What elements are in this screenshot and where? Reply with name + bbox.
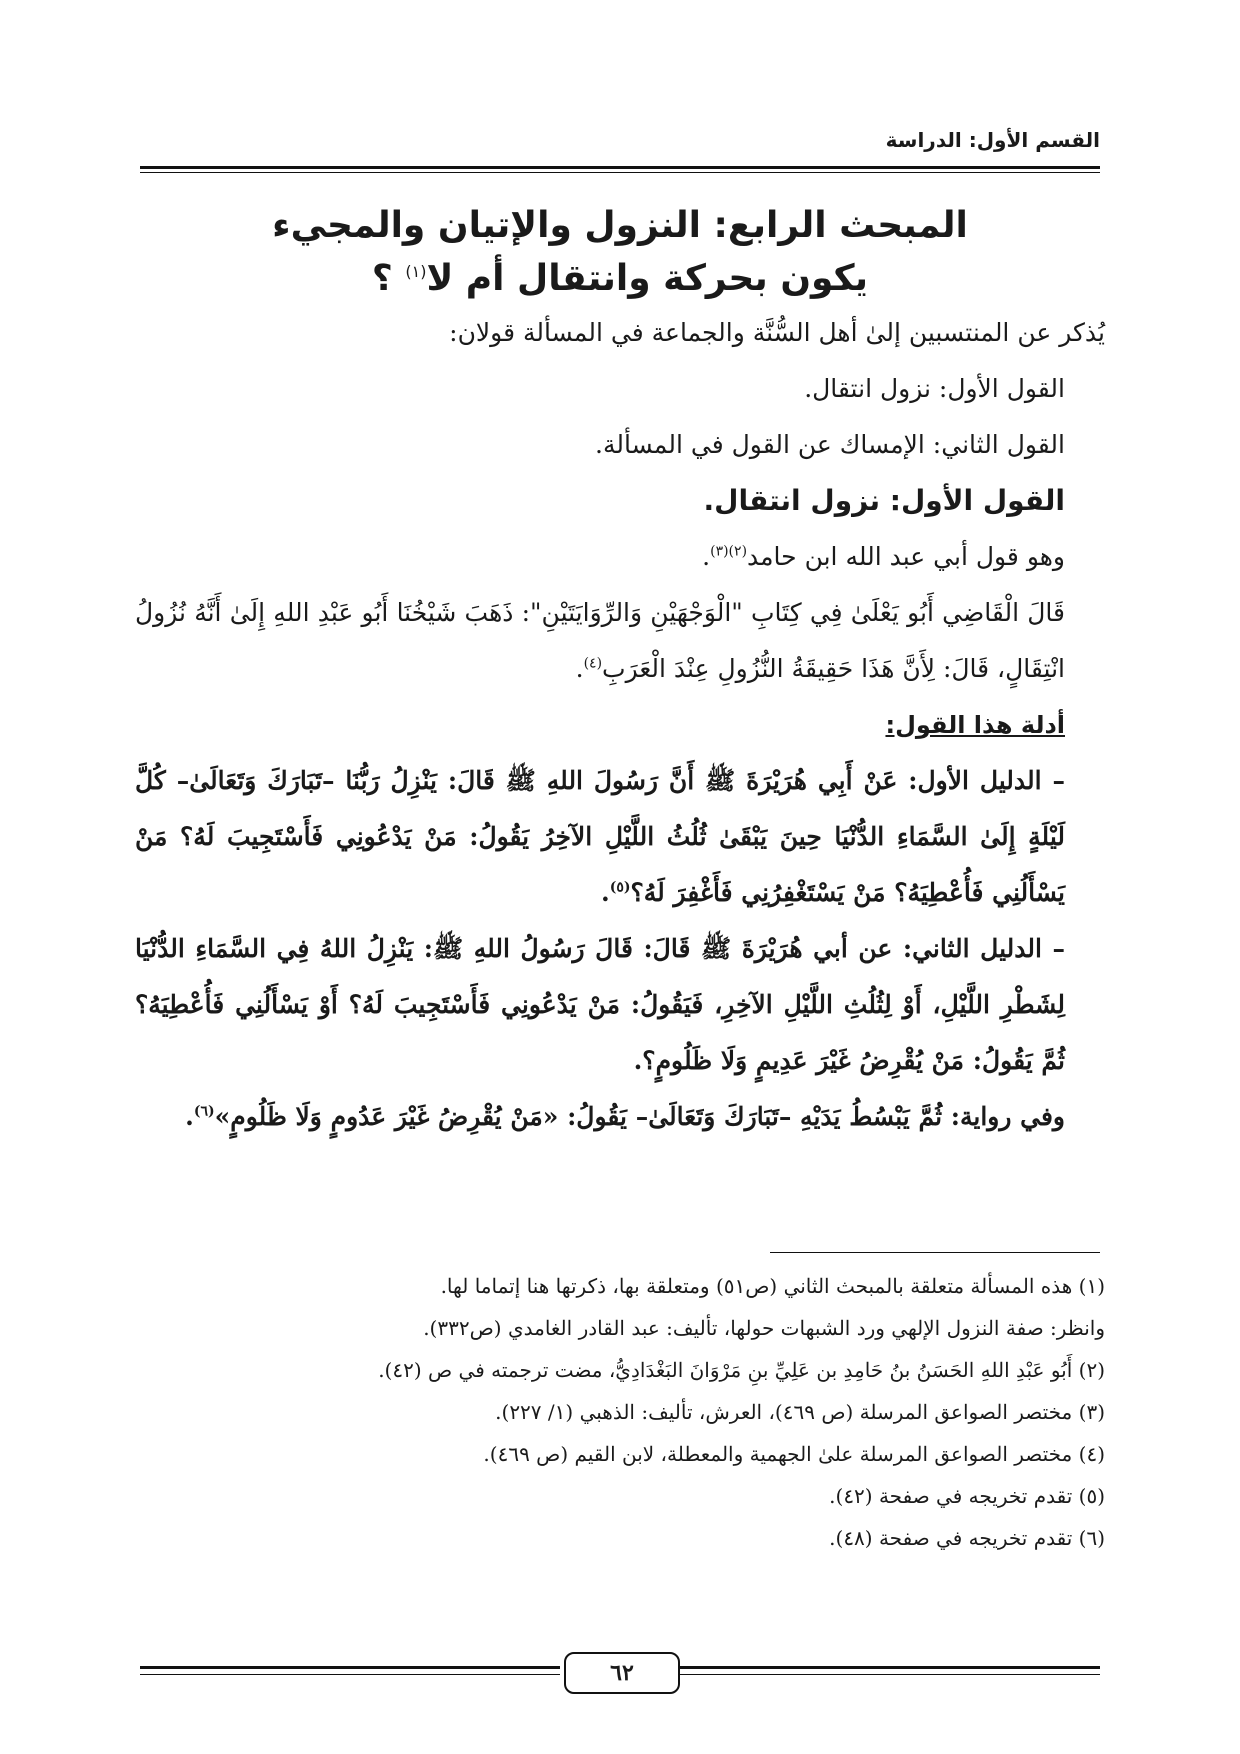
chapter-title-text: يكون بحركة وانتقال أم لا — [426, 258, 869, 299]
evidence-heading: أدلة هذا القول: — [885, 711, 1065, 739]
footnote-6: (٦) تقدم تخريجه في صفحة (٤٨). — [829, 1526, 1105, 1550]
quote-text: قَالَ الْقَاضِي أَبُو يَعْلَىٰ فِي كِتَابِ "الْوَجْهَيْنِ وَالرِّوَايَتَيْنِ": ذَهَبَ شَيْخُنَا أَبُو عَبْدِ اللهِ إِلَىٰ أَنَّهُ نُزُولُ انْتِقَالٍ، قَالَ: لِأَنَّ هَذَا حَقِيقَةُ النُّزُولِ عِنْدَ الْعَرَبِ — [135, 598, 1065, 683]
evidence-narration — [135, 1089, 1105, 1145]
page-number: ٦٢ — [564, 1652, 680, 1694]
sentence-end: . — [185, 1102, 194, 1131]
header-rule-thick — [140, 166, 1100, 169]
footnote-ref[interactable]: (٦) — [193, 1103, 215, 1120]
paragraph-intro: يُذكر عن المنتسبين إلىٰ أهل السُّنَّة والجماعة في المسألة قولان: — [449, 318, 1105, 347]
footnote-ref[interactable]: (٤) — [583, 655, 603, 672]
running-head: القسم الأول: الدراسة — [885, 128, 1100, 152]
hadith-text: – الدليل الأول: عَنْ أَبِي هُرَيْرَةَ ﷺ أَنَّ رَسُولَ اللهِ ﷺ قَالَ: يَنْزِلُ رَبُّنَا –تَبَارَكَ وَتَعَالَىٰ– كُلَّ لَيْلَةٍ إِلَىٰ السَّمَاءِ الدُّنْيَا حِينَ يَبْقَىٰ ثُلُثُ اللَّيْلِ الآخِرُ يَقُولُ: مَنْ يَدْعُونِي فَأَسْتَجِيبَ لَهُ؟ مَنْ يَسْأَلُنِي فَأُعْطِيَهُ؟ مَنْ يَسْتَغْفِرُنِي فَأَغْفِرَ لَهُ؟ — [135, 766, 1065, 907]
chapter-title-line1: المبحث الرابع: النزول والإتيان والمجيء — [272, 205, 968, 246]
paragraph-second-saying: القول الثاني: الإمساك عن القول في المسألة. — [595, 430, 1065, 459]
title-question-mark: ؟ — [371, 258, 406, 299]
footnote-ref[interactable]: (١) — [405, 262, 427, 281]
footnote-1-continued: وانظر: صفة النزول الإلهي ورد الشبهات حولها، تأليف: عبد القادر الغامدي (ص٣٣٢). — [423, 1316, 1105, 1340]
header-rule-thin — [140, 172, 1100, 173]
sentence-end: . — [575, 654, 584, 683]
footnotes — [135, 1265, 1105, 1559]
footnote-ref[interactable]: (٥) — [609, 879, 631, 896]
footnote-ref[interactable]: (٢)(٣) — [710, 543, 748, 560]
footnote-5: (٥) تقدم تخريجه في صفحة (٤٢). — [829, 1484, 1105, 1508]
main-text — [135, 305, 1105, 1145]
footnote-1: (١) هذه المسألة متعلقة بالمبحث الثاني (ص٥١) ومتعلقة بها، ذكرتها هنا إتماما لها. — [440, 1274, 1105, 1298]
sentence-end: . — [601, 878, 610, 907]
attribution-text: وهو قول أبي عبد الله ابن حامد — [747, 542, 1065, 571]
footer-rule-right-thin — [680, 1674, 1100, 1675]
evidence-second: – الدليل الثاني: عن أبي هُرَيْرَةَ ﷺ قَالَ: قَالَ رَسُولُ اللهِ ﷺ: يَنْزِلُ اللهُ فِي السَّمَاءِ الدُّنْيَا لِشَطْرِ اللَّيْلِ، أَوْ لِثُلُثِ اللَّيْلِ الآخِرِ، فَيَقُولُ: مَنْ يَدْعُونِي فَأَسْتَجِيبَ لَهُ؟ أَوْ يَسْأَلُنِي فَأُعْطِيَهُ؟ ثُمَّ يَقُولُ: مَنْ يُقْرِضُ غَيْرَ عَدِيمٍ وَلَا ظَلُومٍ؟. — [135, 934, 1065, 1075]
hadith-text: وفي رواية: ثُمَّ يَبْسُطُ يَدَيْهِ –تَبَارَكَ وَتَعَالَىٰ– يَقُولُ: «مَنْ يُقْرِضُ غَيْرَ عَدُومٍ وَلَا ظَلُومٍ» — [214, 1102, 1065, 1131]
paragraph-attribution — [135, 529, 1105, 585]
footnote-separator — [770, 1252, 1100, 1253]
footnote-2: (٢) أَبُو عَبْدِ اللهِ الحَسَنُ بنُ حَامِدِ بن عَلِيِّ بنِ مَرْوَانَ البَغْدَادِيُّ، مضت ترجمته في ص (٤٢). — [378, 1358, 1105, 1382]
footnote-3: (٣) مختصر الصواعق المرسلة (ص ٤٦٩)، العرش، تأليف: الذهبي (١/ ٢٢٧). — [495, 1400, 1105, 1424]
footer-rule-left-thick — [140, 1666, 560, 1669]
section-heading: القول الأول: نزول انتقال. — [703, 484, 1065, 517]
footer-rule-right-thick — [680, 1666, 1100, 1669]
footnote-4: (٤) مختصر الصواعق المرسلة علىٰ الجهمية والمعطلة، لابن القيم (ص ٤٦٩). — [483, 1442, 1105, 1466]
sentence-end: . — [702, 542, 711, 571]
footer-rule-left-thin — [140, 1674, 560, 1675]
evidence-first — [135, 753, 1105, 921]
paragraph-first-saying: القول الأول: نزول انتقال. — [804, 374, 1065, 403]
chapter-title-line2 — [140, 258, 1100, 299]
paragraph-quote-qadi — [135, 585, 1105, 697]
